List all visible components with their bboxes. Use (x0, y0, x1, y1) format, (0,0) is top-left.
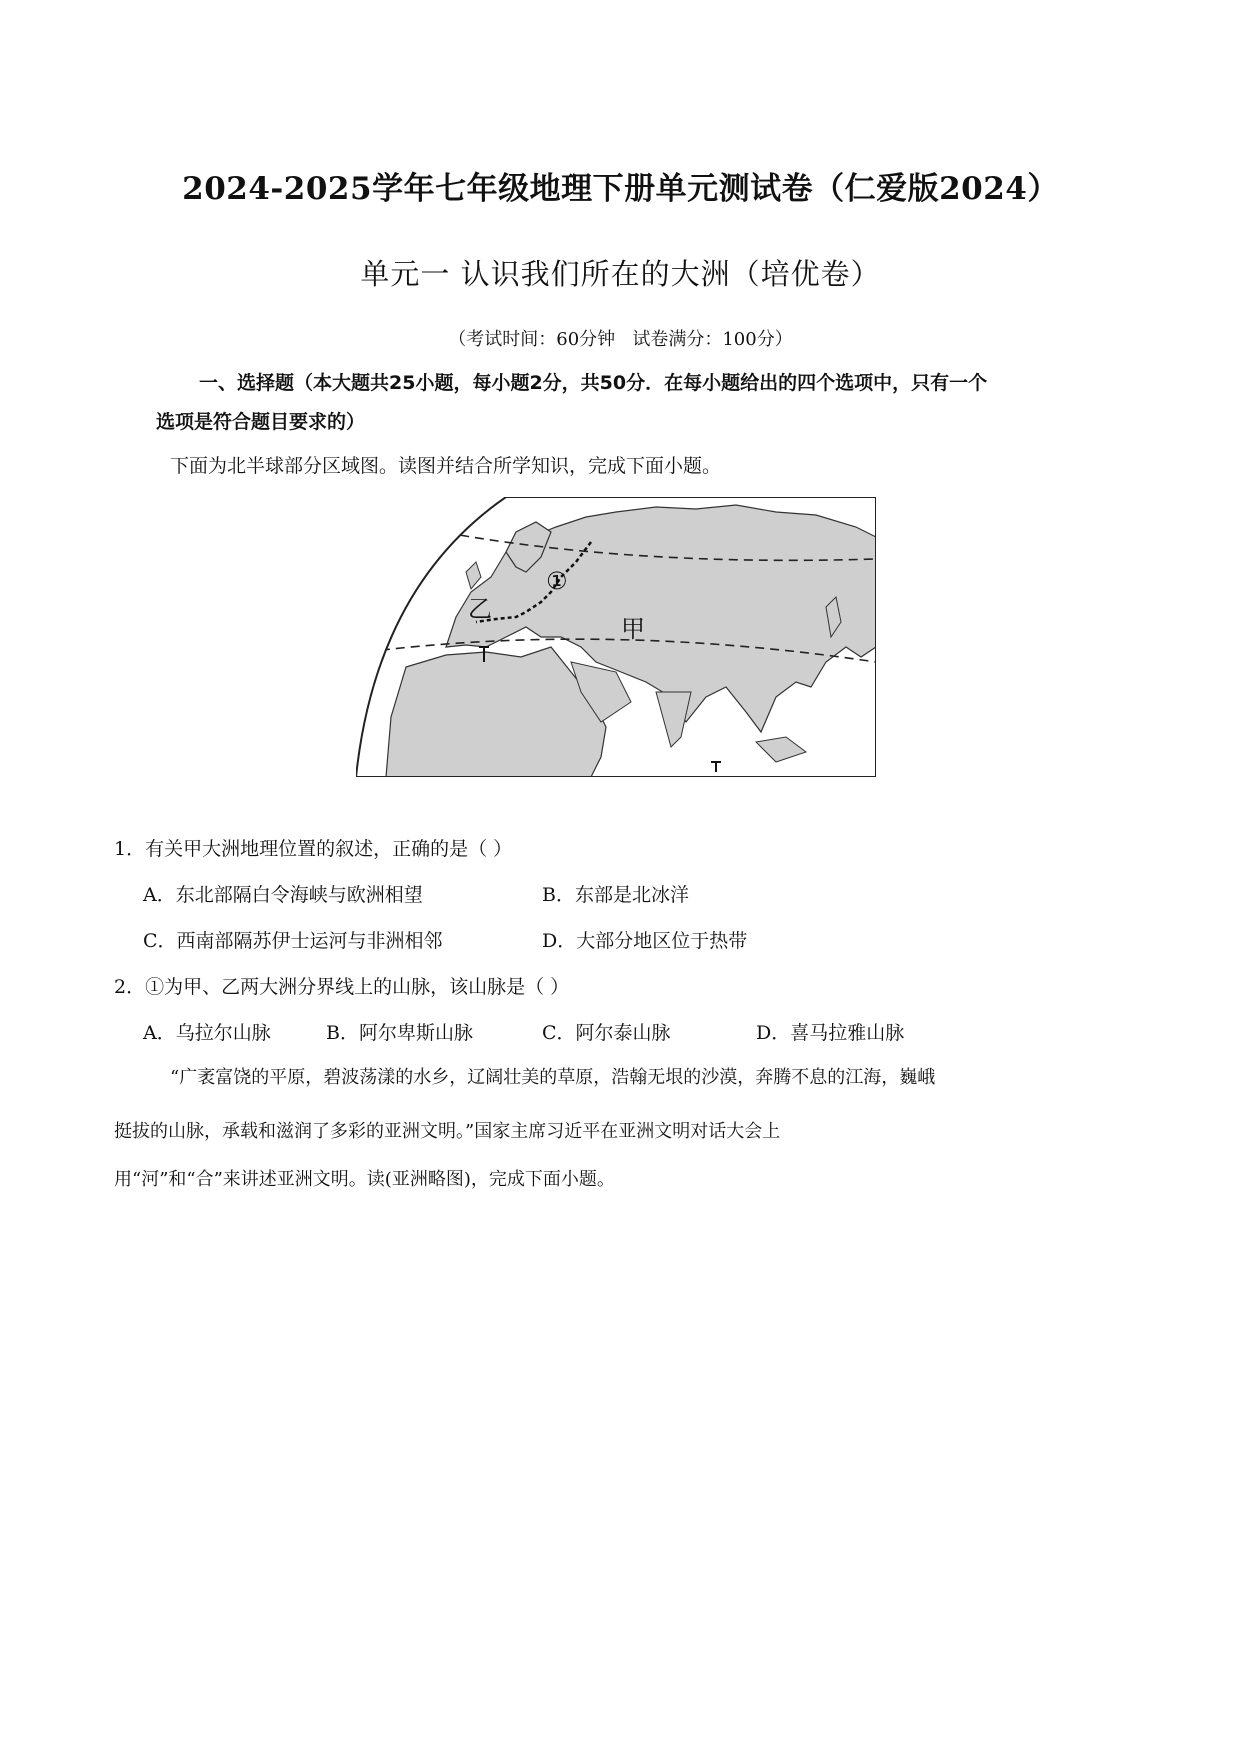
question-2-option-d: D．喜马拉雅山脉 (756, 1022, 905, 1044)
map-label-jia: 甲 (621, 615, 645, 643)
page-title: 2024-2025学年七年级地理下册单元测试卷（仁爱版2024） (182, 171, 1059, 207)
northern-hemisphere-map (356, 497, 876, 777)
question-1-stem: 1．有关甲大洲地理位置的叙述，正确的是（ ） (114, 838, 513, 860)
question-1-option-a: A．东北部隔白令海峡与欧洲相望 (143, 884, 423, 906)
map-intro-text: 下面为北半球部分区域图。读图并结合所学知识，完成下面小题。 (170, 455, 722, 477)
passage-line-1: “广袤富饶的平原，碧波荡漾的水乡，辽阔壮美的草原，浩翰无垠的沙漠，奔腾不息的江海，巍峨 (170, 1067, 936, 1088)
map-label-yi: 乙 (468, 595, 492, 623)
section-heading-line2: 选项是符合题目要求的） (156, 411, 366, 433)
question-1-option-d: D．大部分地区位于热带 (542, 930, 748, 952)
question-2-option-b: B．阿尔卑斯山脉 (326, 1022, 473, 1044)
map-svg (356, 497, 876, 777)
question-2-option-c: C．阿尔泰山脉 (542, 1022, 671, 1044)
page-subtitle: 单元一 认识我们所在的大洲（培优卷） (360, 257, 881, 291)
passage-line-3: 用“河”和“合”来讲述亚洲文明。读(亚洲略图)，完成下面小题。 (114, 1169, 615, 1190)
section-heading-line1: 一、选择题（本大题共25小题，每小题2分，共50分．在每小题给出的四个选项中，只有一个 (199, 372, 988, 394)
question-1-option-c: C．西南部隔苏伊士运河与非洲相邻 (143, 930, 443, 952)
exam-info: （考试时间：60分钟 试卷满分：100分） (448, 329, 793, 350)
question-1-option-b: B．东部是北冰洋 (542, 884, 689, 906)
question-2-option-a: A．乌拉尔山脉 (143, 1022, 271, 1044)
passage-line-2: 挺拔的山脉，承载和滋润了多彩的亚洲文明。”国家主席习近平在亚洲文明对话大会上 (114, 1121, 781, 1142)
map-label-circle-1: ① (546, 567, 568, 595)
question-2-stem: 2．①为甲、乙两大洲分界线上的山脉，该山脉是（ ） (114, 976, 570, 998)
